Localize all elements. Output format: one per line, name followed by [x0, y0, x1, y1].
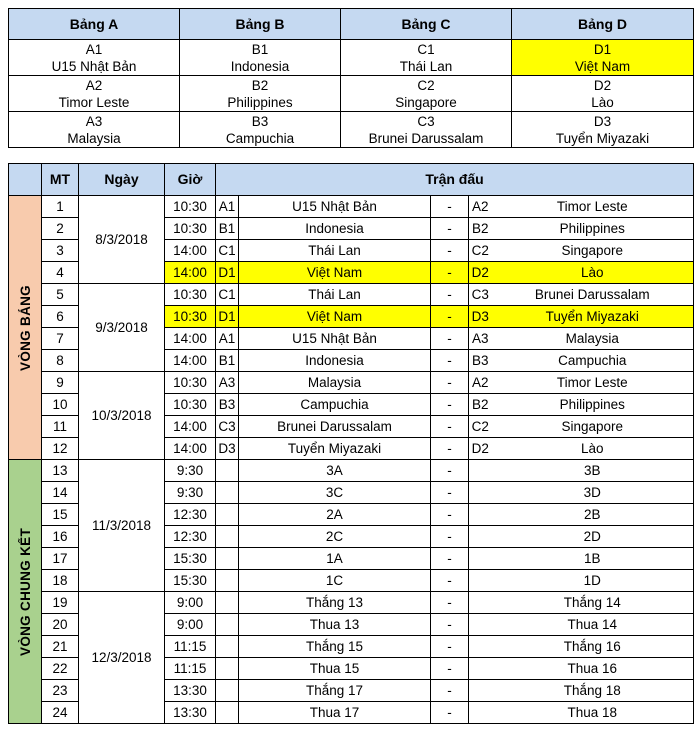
home-team: Tuyển Miyazaki: [239, 438, 431, 460]
away-code: [469, 592, 492, 614]
stage-label-text: VÒNG CHUNG KẾT: [17, 527, 33, 656]
match-time: 9:00: [165, 592, 216, 614]
team-name: Campuchia: [225, 130, 295, 146]
group-team-cell: [341, 40, 512, 76]
match-time: 14:00: [165, 416, 216, 438]
away-code: [469, 460, 492, 482]
match-time: 15:30: [165, 548, 216, 570]
home-team: 2A: [239, 504, 431, 526]
team-code: C1: [417, 41, 435, 57]
group-team-cell: [180, 112, 341, 148]
away-code: [469, 658, 492, 680]
away-code: D2: [469, 262, 492, 284]
home-team: Việt Nam: [239, 262, 431, 284]
match-separator: -: [431, 328, 469, 350]
match-time: 9:30: [165, 460, 216, 482]
match-number: 4: [42, 262, 79, 284]
team-name: Singapore: [395, 94, 457, 110]
match-time: 14:00: [165, 438, 216, 460]
home-team: Thắng 13: [239, 592, 431, 614]
groups-row: [9, 76, 694, 112]
match-time: 9:00: [165, 614, 216, 636]
home-team: 1A: [239, 548, 431, 570]
match-time: 10:30: [165, 196, 216, 218]
match-number: 8: [42, 350, 79, 372]
match-number: 11: [42, 416, 79, 438]
match-time: 10:30: [165, 284, 216, 306]
team-name: Timor Leste: [58, 94, 130, 110]
match-separator: -: [431, 284, 469, 306]
match-time: 14:00: [165, 262, 216, 284]
away-code: A2: [469, 196, 492, 218]
home-team: U15 Nhật Bản: [239, 328, 431, 350]
team-code: A2: [85, 77, 103, 93]
match-number: 3: [42, 240, 79, 262]
away-team: Timor Leste: [492, 196, 694, 218]
away-code: C2: [469, 240, 492, 262]
match-separator: -: [431, 306, 469, 328]
home-team: 1C: [239, 570, 431, 592]
away-code: B2: [469, 394, 492, 416]
away-team: Tuyển Miyazaki: [492, 306, 694, 328]
match-date: 12/3/2018: [79, 592, 165, 724]
away-code: [469, 570, 492, 592]
group-a-header: Bảng A: [9, 9, 180, 40]
team-name: Brunei Darussalam: [368, 130, 484, 146]
match-number: 20: [42, 614, 79, 636]
home-team: Thắng 17: [239, 680, 431, 702]
match-time: 10:30: [165, 218, 216, 240]
home-code: [216, 482, 239, 504]
match-number: 22: [42, 658, 79, 680]
match-separator: -: [431, 460, 469, 482]
match-time: 13:30: [165, 680, 216, 702]
away-team: 2D: [492, 526, 694, 548]
group-team-cell: [341, 112, 512, 148]
away-team: Thắng 18: [492, 680, 694, 702]
match-separator: -: [431, 196, 469, 218]
match-time: 14:00: [165, 328, 216, 350]
group-team-cell: [512, 112, 694, 148]
group-team-cell: [180, 40, 341, 76]
match-separator: -: [431, 350, 469, 372]
home-code: A1: [216, 328, 239, 350]
match-separator: -: [431, 218, 469, 240]
schedule-header-row: [9, 164, 694, 196]
match-separator: -: [431, 526, 469, 548]
home-code: B1: [216, 350, 239, 372]
match-number: 7: [42, 328, 79, 350]
away-team: Philippines: [492, 394, 694, 416]
match-time: 10:30: [165, 372, 216, 394]
home-team: Indonesia: [239, 350, 431, 372]
match-number: 2: [42, 218, 79, 240]
match-time: 10:30: [165, 306, 216, 328]
match-separator: -: [431, 658, 469, 680]
home-code: [216, 570, 239, 592]
match-number: 21: [42, 636, 79, 658]
match-separator: -: [431, 636, 469, 658]
team-code: D2: [593, 77, 612, 93]
match-separator: -: [431, 592, 469, 614]
match-separator: -: [431, 680, 469, 702]
home-code: C1: [216, 284, 239, 306]
group-team-cell: [512, 40, 694, 76]
away-team: 3B: [492, 460, 694, 482]
match-number: 19: [42, 592, 79, 614]
home-team: 3A: [239, 460, 431, 482]
team-code: C3: [417, 113, 435, 129]
time-header: Giờ: [165, 164, 216, 196]
match-date: 10/3/2018: [79, 372, 165, 460]
match-separator: -: [431, 262, 469, 284]
group-team-cell: [9, 76, 180, 112]
match-separator: -: [431, 482, 469, 504]
match-time: 13:30: [165, 702, 216, 724]
match-number: 10: [42, 394, 79, 416]
groups-row: [9, 40, 694, 76]
away-code: [469, 482, 492, 504]
away-team: 1B: [492, 548, 694, 570]
home-team: Thái Lan: [239, 284, 431, 306]
team-code: B1: [251, 41, 269, 57]
mt-header: MT: [42, 164, 79, 196]
away-team: Lào: [492, 438, 694, 460]
away-code: A3: [469, 328, 492, 350]
team-name: Philippines: [227, 94, 293, 110]
match-time: 14:00: [165, 240, 216, 262]
group-team-cell: [180, 76, 341, 112]
match-number: 14: [42, 482, 79, 504]
home-code: C3: [216, 416, 239, 438]
home-team: Thua 15: [239, 658, 431, 680]
stage-header: [9, 164, 42, 196]
away-team: Thua 14: [492, 614, 694, 636]
away-team: 3D: [492, 482, 694, 504]
home-code: [216, 636, 239, 658]
match-date: 8/3/2018: [79, 196, 165, 284]
team-code: C2: [417, 77, 435, 93]
away-team: Brunei Darussalam: [492, 284, 694, 306]
match-number: 6: [42, 306, 79, 328]
match-number: 23: [42, 680, 79, 702]
home-code: [216, 460, 239, 482]
match-header: Trận đấu: [216, 164, 694, 196]
home-team: Thái Lan: [239, 240, 431, 262]
match-time: 15:30: [165, 570, 216, 592]
home-code: [216, 526, 239, 548]
date-header: Ngày: [79, 164, 165, 196]
team-code: B2: [251, 77, 269, 93]
home-code: [216, 592, 239, 614]
match-number: 18: [42, 570, 79, 592]
match-time: 12:30: [165, 504, 216, 526]
home-team: Indonesia: [239, 218, 431, 240]
home-team: Malaysia: [239, 372, 431, 394]
stage-group-label: [9, 196, 42, 460]
match-time: 10:30: [165, 394, 216, 416]
team-code: A3: [85, 113, 103, 129]
schedule-table: [8, 163, 694, 724]
away-code: [469, 680, 492, 702]
away-code: D3: [469, 306, 492, 328]
match-row: [9, 284, 694, 306]
group-c-header: Bảng C: [341, 9, 512, 40]
match-separator: -: [431, 702, 469, 724]
group-b-header: Bảng B: [180, 9, 341, 40]
away-team: 2B: [492, 504, 694, 526]
team-name: Malaysia: [67, 130, 121, 146]
away-code: [469, 636, 492, 658]
match-separator: -: [431, 504, 469, 526]
match-number: 12: [42, 438, 79, 460]
match-time: 12:30: [165, 526, 216, 548]
match-time: 11:15: [165, 658, 216, 680]
team-name: Thái Lan: [399, 58, 453, 74]
home-team: 3C: [239, 482, 431, 504]
home-code: A1: [216, 196, 239, 218]
group-team-cell: [512, 76, 694, 112]
team-code: D3: [593, 113, 612, 129]
match-row: [9, 196, 694, 218]
match-time: 11:15: [165, 636, 216, 658]
away-team: 1D: [492, 570, 694, 592]
home-code: A3: [216, 372, 239, 394]
team-name: Việt Nam: [574, 58, 631, 74]
home-team: Thua 13: [239, 614, 431, 636]
home-team: Campuchia: [239, 394, 431, 416]
match-separator: -: [431, 548, 469, 570]
home-code: [216, 680, 239, 702]
match-time: 14:00: [165, 350, 216, 372]
match-number: 13: [42, 460, 79, 482]
home-code: [216, 702, 239, 724]
away-team: Thắng 14: [492, 592, 694, 614]
match-number: 15: [42, 504, 79, 526]
away-team: Timor Leste: [492, 372, 694, 394]
away-code: C2: [469, 416, 492, 438]
stage-final-label: [9, 460, 42, 724]
match-number: 5: [42, 284, 79, 306]
team-code: A1: [85, 41, 103, 57]
match-number: 24: [42, 702, 79, 724]
away-code: [469, 526, 492, 548]
group-team-cell: [9, 112, 180, 148]
team-name: Lào: [591, 94, 614, 110]
home-team: 2C: [239, 526, 431, 548]
match-number: 1: [42, 196, 79, 218]
home-code: [216, 614, 239, 636]
match-row: [9, 592, 694, 614]
home-code: [216, 658, 239, 680]
home-code: [216, 548, 239, 570]
away-team: Philippines: [492, 218, 694, 240]
home-team: Thua 17: [239, 702, 431, 724]
team-name: Indonesia: [230, 58, 290, 74]
away-team: Singapore: [492, 240, 694, 262]
away-code: B2: [469, 218, 492, 240]
match-separator: -: [431, 394, 469, 416]
away-team: Thắng 16: [492, 636, 694, 658]
away-code: [469, 548, 492, 570]
away-team: Thua 16: [492, 658, 694, 680]
groups-header-row: [9, 9, 694, 40]
home-code: [216, 504, 239, 526]
home-code: D1: [216, 262, 239, 284]
away-code: B3: [469, 350, 492, 372]
team-code: B3: [251, 113, 269, 129]
match-row: [9, 372, 694, 394]
match-time: 9:30: [165, 482, 216, 504]
away-team: Singapore: [492, 416, 694, 438]
match-number: 17: [42, 548, 79, 570]
match-separator: -: [431, 240, 469, 262]
away-team: Lào: [492, 262, 694, 284]
team-code: D1: [593, 41, 612, 57]
home-code: D1: [216, 306, 239, 328]
match-separator: -: [431, 570, 469, 592]
match-number: 9: [42, 372, 79, 394]
home-team: U15 Nhật Bản: [239, 196, 431, 218]
away-code: C3: [469, 284, 492, 306]
home-code: C1: [216, 240, 239, 262]
team-name: U15 Nhật Bản: [51, 58, 137, 74]
away-code: [469, 614, 492, 636]
groups-table: [8, 8, 694, 148]
match-separator: -: [431, 416, 469, 438]
home-code: B1: [216, 218, 239, 240]
away-team: Thua 18: [492, 702, 694, 724]
match-number: 16: [42, 526, 79, 548]
away-team: Campuchia: [492, 350, 694, 372]
away-code: [469, 504, 492, 526]
home-team: Việt Nam: [239, 306, 431, 328]
home-code: D3: [216, 438, 239, 460]
group-d-header: Bảng D: [512, 9, 694, 40]
home-team: Brunei Darussalam: [239, 416, 431, 438]
match-date: 11/3/2018: [79, 460, 165, 592]
group-team-cell: [341, 76, 512, 112]
away-code: D2: [469, 438, 492, 460]
match-separator: -: [431, 614, 469, 636]
match-separator: -: [431, 438, 469, 460]
home-team: Thắng 15: [239, 636, 431, 658]
match-row: [9, 460, 694, 482]
groups-row: [9, 112, 694, 148]
group-team-cell: [9, 40, 180, 76]
team-name: Tuyển Miyazaki: [555, 130, 650, 146]
home-code: B3: [216, 394, 239, 416]
match-separator: -: [431, 372, 469, 394]
away-code: A2: [469, 372, 492, 394]
stage-label-text: VÒNG BẢNG: [17, 284, 33, 371]
away-team: Malaysia: [492, 328, 694, 350]
match-date: 9/3/2018: [79, 284, 165, 372]
away-code: [469, 702, 492, 724]
